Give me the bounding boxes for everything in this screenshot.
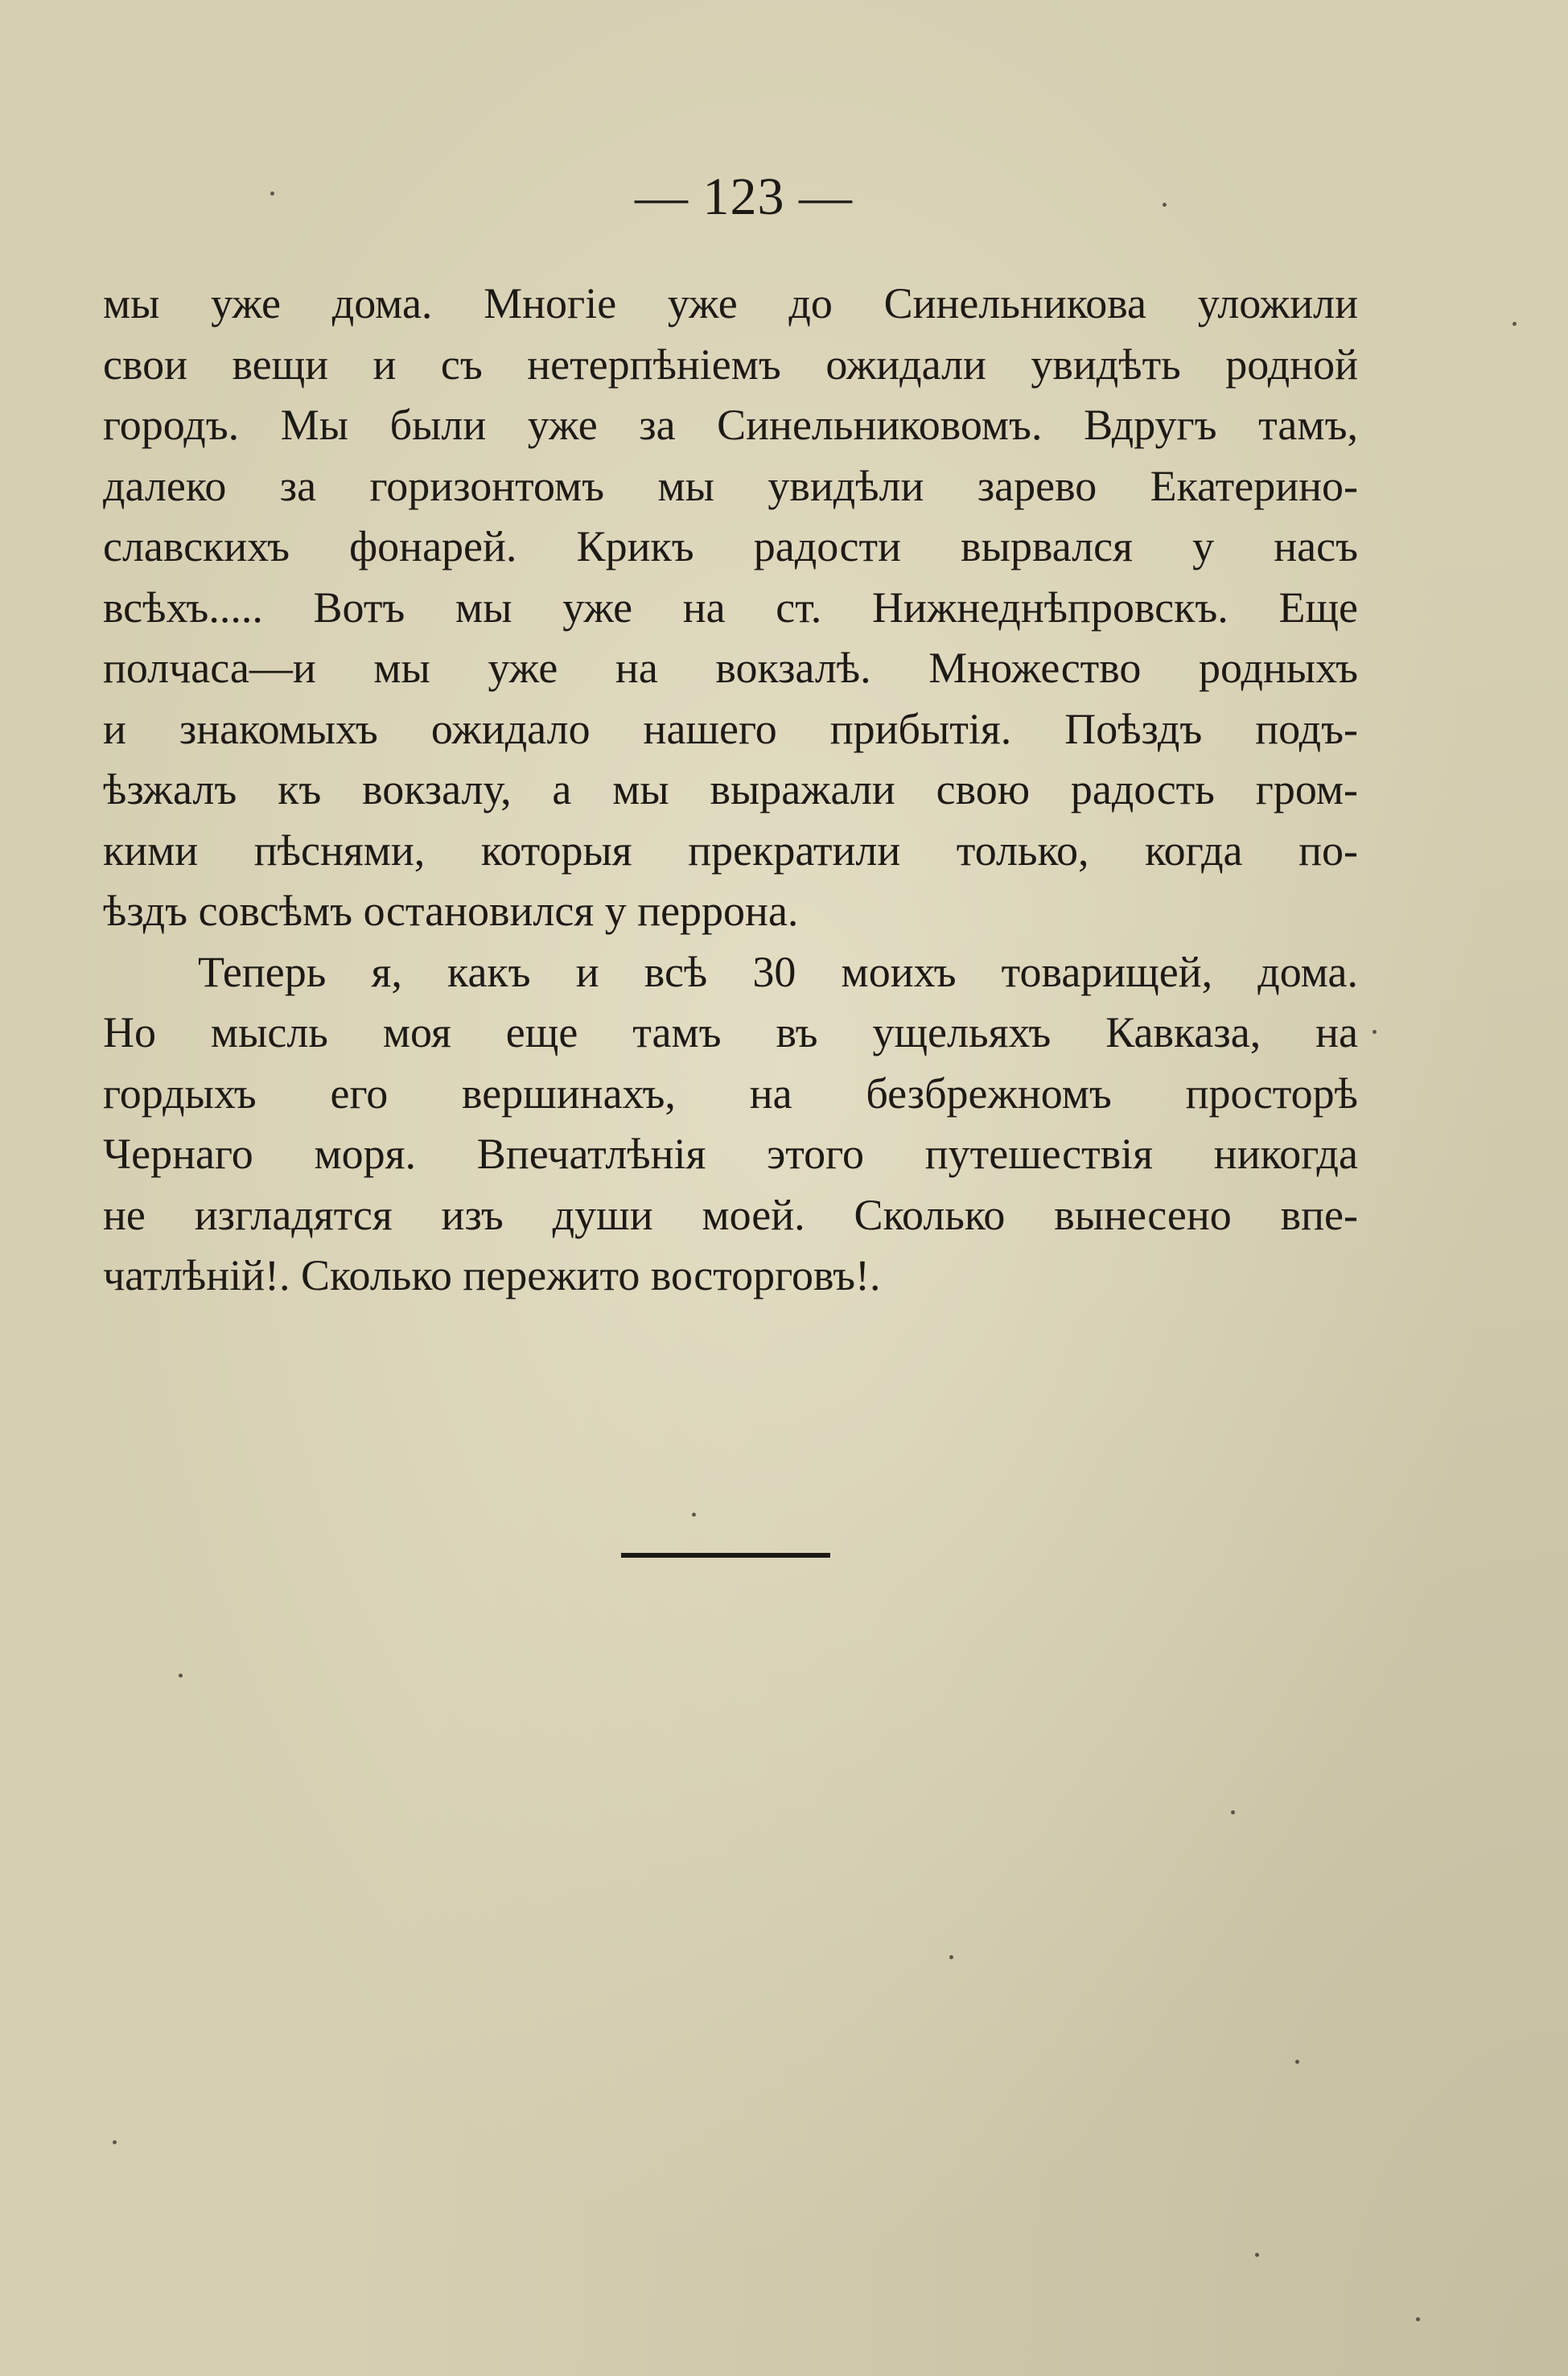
text-line: не изгладятся изъ души моей. Сколько вынесено впе-: [103, 1190, 1358, 1239]
paper-speck: [113, 2140, 117, 2144]
paper-speck: [949, 1955, 953, 1959]
text-line: далеко за горизонтомъ мы увидѣли зарево Екатерино-: [103, 461, 1358, 510]
text-line: славскихъ фонарей. Крикъ радости вырвался у насъ: [103, 522, 1358, 570]
text-line: городъ. Мы были уже за Синельниковомъ. Вдругъ тамъ,: [103, 401, 1358, 449]
end-rule: [621, 1553, 830, 1558]
text-line: всѣхъ..... Вотъ мы уже на ст. Нижнеднѣпровскъ. Еще: [103, 583, 1358, 632]
paragraph-1: [103, 274, 1358, 942]
text-line: полчаса—и мы уже на вокзалѣ. Множество родныхъ: [103, 644, 1358, 692]
text-line: Но мысль моя еще тамъ въ ущельяхъ Кавказа, на: [103, 1008, 1358, 1056]
paragraph-2: [103, 942, 1358, 1307]
text-line: Теперь я, какъ и всѣ 30 моихъ товарищей, дома.: [198, 947, 1358, 996]
paper-speck: [1163, 203, 1167, 207]
text-line: чатлѣній!. Сколько пережито восторговъ!.: [103, 1251, 881, 1299]
paper-speck: [270, 191, 274, 196]
page-number: — 123 —: [635, 167, 853, 226]
paper-speck: [1512, 322, 1517, 326]
paper-speck: [1295, 2060, 1299, 2064]
paper-speck: [692, 1513, 696, 1517]
paper-speck: [1416, 2317, 1420, 2321]
text-line: гордыхъ его вершинахъ, на безбрежномъ просторѣ: [103, 1069, 1358, 1118]
text-line: и знакомыхъ ожидало нашего прибытія. Поѣздъ подъ-: [103, 704, 1358, 753]
paper-speck: [1231, 1810, 1235, 1814]
text-line: свои вещи и съ нетерпѣніемъ ожидали увидѣть родной: [103, 340, 1358, 389]
text-line: мы уже дома. Многіе уже до Синельникова уложили: [103, 279, 1358, 327]
text-line: Чернаго моря. Впечатлѣнія этого путешествія никогда: [103, 1130, 1358, 1178]
paper-speck: [1255, 2253, 1259, 2257]
text-line: кими пѣснями, которыя прекратили только, когда по-: [103, 826, 1358, 875]
paper-speck: [179, 1674, 183, 1678]
body-text: [103, 274, 1358, 1307]
text-line: ѣздъ совсѣмъ остановился у перрона.: [103, 887, 799, 935]
paper-speck: [1373, 1030, 1377, 1034]
text-line: ѣзжалъ къ вокзалу, а мы выражали свою радость гром-: [103, 765, 1358, 813]
